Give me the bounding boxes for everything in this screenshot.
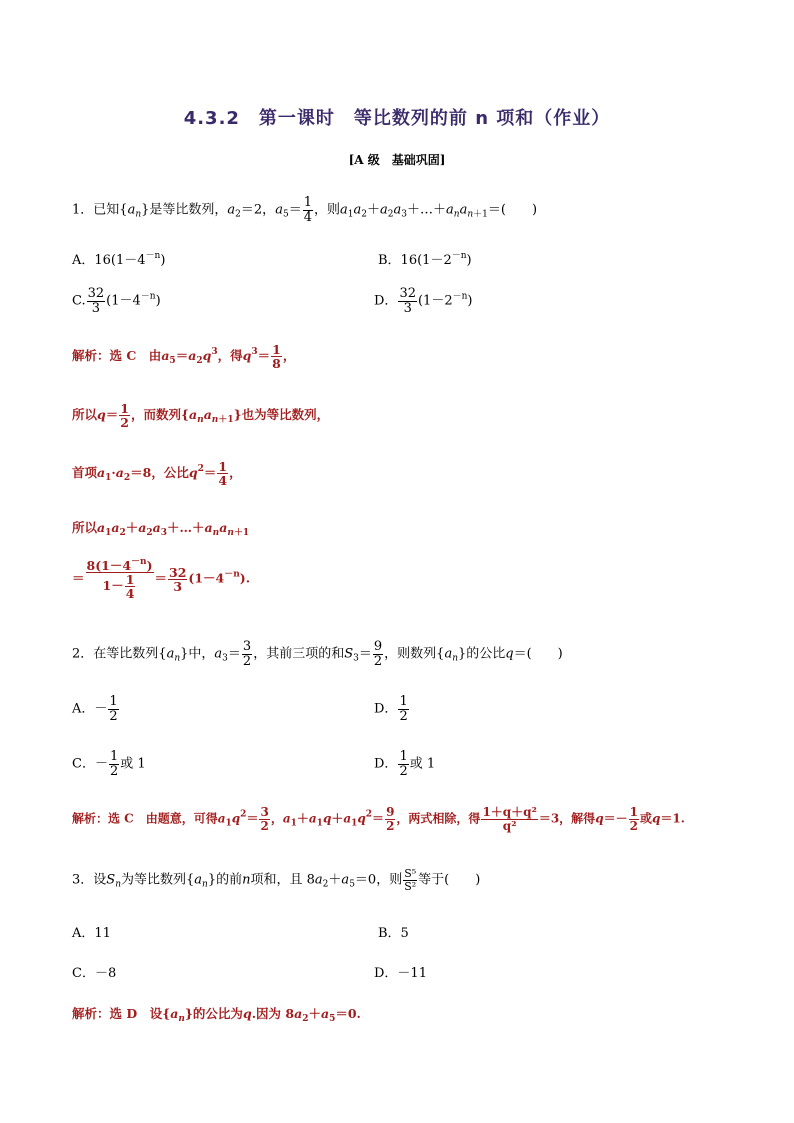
problem-2-option-a: A．－ $\frac{1}{2}$ [72,694,118,724]
problem-3-stem: 3．设$S_n$为等比数列$\{a_n\}$的前n项和，且 $8a_2+a_5=0$，则 $\frac{\text{S⁵}}{\text{S²}}$ 等于( ) [72,867,481,893]
solution-1-line-1: 解析：选 C 由$a_5=a_2q^3$，得$q^3=$ $\frac{1}{8}$ ， [72,342,296,372]
problem-1-option-d: D． $\frac{32}{3}$ $(1-2^{-n})$ [374,286,473,316]
problem-2-option-b: D． $\frac{1}{2}$ [374,694,408,724]
problem-2-option-d: D． $\frac{1}{2}$ 或 1 [374,749,436,779]
solution-2: 解析：选 C 由题意，可得$a_1q^2=$ $\frac{3}{2}$ ，$a_1+a_1q+a_1q^2=$ $\frac{9}{2}$ ，两式相除，得 $\frac{\text{1＋q＋q²}}{\text{q²}}$ ＝3，解得q＝－ $\frac{1}{2}$ 或q＝1. [72,805,685,833]
problem-1-option-b: B．$16(1-2^{-n})$ [378,251,472,268]
problem-1-option-c: C. $\frac{32}{3}$ $(1-4^{-n})$ [72,286,161,316]
problem-3-option-d: D．－11 [374,966,427,981]
problem-2-stem: 2．在等比数列$\{a_n\}$中，$a_3=$ $\frac{3}{2}$ ，其前三项的和$S_3=$ $\frac{9}{2}$ ，则数列$\{a_n\}$的公比q＝( ) [72,639,563,669]
problem-3-option-b: B．5 [378,926,409,941]
page-title: 4.3.2 第一课时 等比数列的前 n 项和（作业） [183,108,611,129]
problem-1-option-a: A．$16(1-4^{-n})$ [72,251,166,268]
problem-2-option-c: C．－ $\frac{1}{2}$ 或 1 [72,749,146,779]
problem-3-option-c: C．－8 [72,966,117,981]
solution-1-line-4: 所以$a_1a_2+a_2a_3+\dots+a_na_{n+1}$ [72,520,250,538]
problem-3-option-a: A．11 [72,926,111,941]
solution-1-line-5: ＝ $8(1-4^{-n})$ 1－ $\frac{1}{4}$ ＝ $\frac{32}{3}$ $(1-4^{-n})$. [72,557,251,602]
solution-1-line-2: 所以q＝ $\frac{1}{2}$ ，而数列$\{a_na_{n+1}\}$也为等比数列， [72,401,330,431]
problem-1-stem: 1．已知$\{a_n\}$是等比数列，$a_2=2$，$a_5=$ $\frac{1}{4}$ ，则$a_1a_2+a_2a_3+\dots+a_na_{n+1}=$( ) [72,195,538,225]
section-label: [A 级 基础巩固] [348,153,446,167]
solution-1-line-3: 首项$a_1\cdot a_2=8$，公比$q^2=$ $\frac{1}{4}$ ， [72,459,242,489]
solution-3: 解析：选 D 设$\{a_n\}$的公比为q.因为 $8a_2+a_5=0$. [72,1006,361,1024]
